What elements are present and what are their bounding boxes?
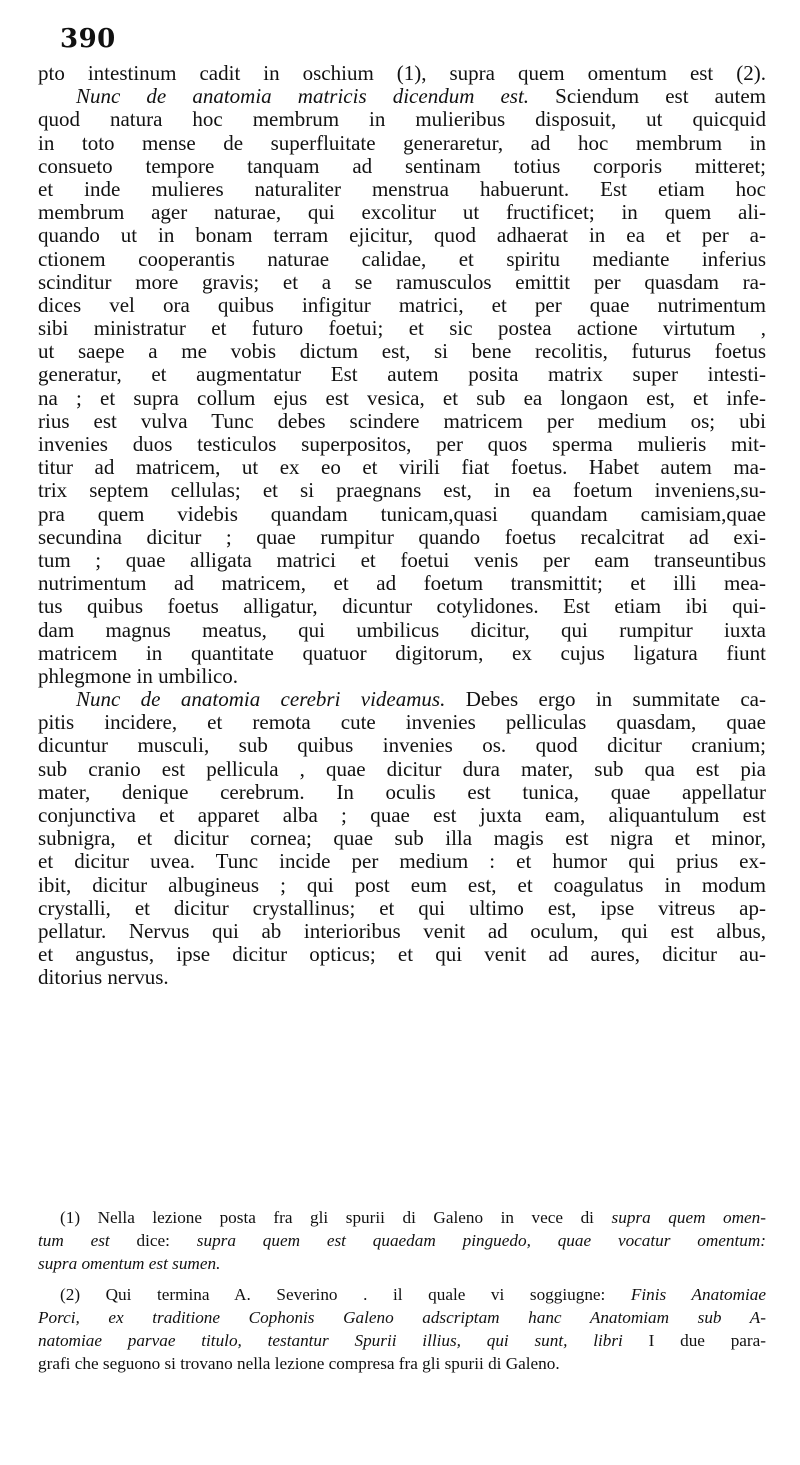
text-line: sub cranio est pellicula , quae dicitur dura mater, sub qua est pia [38,757,766,781]
text-line: secundina dicitur ; quae rumpitur quando foetus recalcitrat ad exi- [38,525,766,549]
text-line: et dicitur uvea. Tunc incide per medium : et humor qui prius ex- [38,850,766,874]
text-line: et inde mulieres naturaliter menstrua habuerunt. Est etiam hoc [38,177,766,201]
book-page [38,20,766,1450]
footnote-line: Porci, ex traditione Cophonis Galeno adscriptam hanc Anatomiam sub A- [38,1308,766,1327]
footnote-line: supra omentum est sumen. [38,1254,221,1273]
text-line: rius est vulva Tunc debes scindere matricem per medium os; ubi [38,409,766,433]
text-line: sibi ministratur et futuro foetui; et sic postea actione virtutum , [38,317,766,341]
text-line: consueto tempore tanquam ad sentinam totius corporis mitteret; [38,154,766,178]
text-line: mater, denique cerebrum. In oculis est tunica, quae appellatur [38,780,766,804]
footnote-gap [38,1275,766,1283]
text-line: scinditur more gravis; et a se ramusculos emittit per quasdam ra- [38,270,766,294]
text-line: membrum ager naturae, qui excolitur ut fructificet; in quem ali- [38,201,766,225]
text-line: et angustus, ipse dicitur opticus; et qui venit ad aures, dicitur au- [38,943,766,967]
text-line: quando ut in bonam terram ejicitur, quod adhaerat in ea et per a- [38,224,766,248]
text-line: dices vel ora quibus infigitur matrici, et per quae nutrimentum [38,293,766,317]
footnote-line: (1) Nella lezione posta fra gli spurii di Galeno in vece di supra quem omen- [60,1208,766,1227]
text-line: conjunctiva et apparet alba ; quae est juxta eam, aliquantulum est [38,804,766,827]
footnotes [38,1206,766,1375]
text-line: tus quibus foetus alligatur, dicuntur cotylidones. Est etiam ibi qui- [38,595,766,619]
text-line: Nunc de anatomia cerebri videamus. Debes ergo in summitate ca- [76,688,766,712]
text-line: dicuntur musculi, sub quibus invenies os. quod dicitur cranium; [38,734,766,758]
text-line: na ; et supra collum ejus est vesica, et sub ea longaon est, et infe- [38,386,766,410]
text-line: subnigra, et dicitur cornea; quae sub illa magis est nigra et minor, [38,827,766,851]
footnote-line: grafi che seguono si trovano nella lezione compresa fra gli spurii di Galeno. [38,1354,560,1373]
text-line: pitis incidere, et remota cute invenies pelliculas quasdam, quae [38,711,766,735]
text-line: titur ad matricem, ut ex eo et virili fiat foetus. Habet autem ma- [38,456,766,480]
text-line: ibit, dicitur albugineus ; qui post eum est, et coagulatus in modum [38,873,766,897]
text-line: ut saepe a me vobis dictum est, si bene recolitis, futurus foetus [38,340,766,364]
text-line: pto intestinum cadit in oschium (1), supra quem omentum est (2). [38,62,766,85]
footnote-line: tum est dice: supra quem est quaedam pinguedo, quae vocatur omentum: [38,1231,766,1250]
footnote-line: natomiae parvae titulo, testantur Spurii illius, qui sunt, libri I due para- [38,1331,766,1350]
text-line: invenies duos testiculos superpositos, per quos sperma mulieris mit- [38,433,766,456]
page-number: 390 [60,24,116,54]
text-line: pra quem videbis quandam tunicam,quasi quandam camisiam,quae [38,502,766,526]
text-line: dam magnus meatus, qui umbilicus dicitur, qui rumpitur iuxta [38,618,766,642]
text-line: tum ; quae alligata matrici et foetui venis per eam transeuntibus [38,548,766,572]
footnote-1 [38,1206,766,1275]
footnote-2 [38,1283,766,1375]
text-line: in toto mense de superfluitate generaretur, ad hoc membrum in [38,131,766,155]
footnote-line: (2) Qui termina A. Severino . il quale vi soggiugne: Finis Anatomiae [60,1285,766,1304]
section-heading-matrix: Nunc de anatomia matricis dicendum est. [76,85,530,109]
section-heading-cerebrum: Nunc de anatomia cerebri videamus. [76,688,446,712]
text-line: nutrimentum ad matricem, et ad foetum transmittit; et illi mea- [38,572,766,596]
text-line: phlegmone in umbilico. [38,664,239,688]
text-line: ctionem cooperantis naturae calidae, et spiritu mediante inferius [38,247,766,271]
text-line: generatur, et augmentatur Est autem posita matrix super intesti- [38,363,766,387]
text-line: pellatur. Nervus qui ab interioribus venit ad oculum, qui est albus, [38,919,766,943]
main-text [38,62,766,990]
text-line: matricem in quantitate quatuor digitorum, ex cujus ligatura fiunt [38,641,766,665]
text-line: crystalli, et dicitur crystallinus; et qui ultimo est, ipse vitreus ap- [38,896,766,920]
text-line: trix septem cellulas; et si praegnans est, in ea foetum inveniens,su- [38,479,766,503]
text-line: Nunc de anatomia matricis dicendum est. Sciendum est autem [76,85,766,109]
text-line: quod natura hoc membrum in mulieribus disposuit, ut quicquid [38,108,766,132]
text-line: ditorius nervus. [38,966,169,990]
